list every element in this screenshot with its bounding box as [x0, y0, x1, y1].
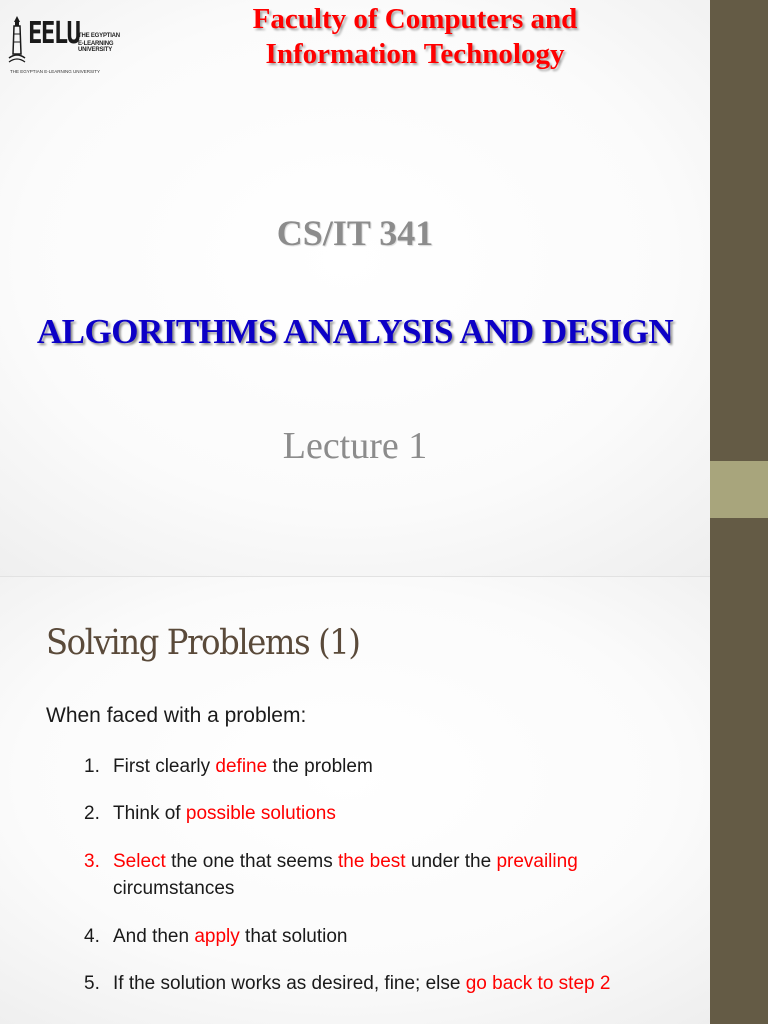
slide-sidebar: [710, 577, 768, 1024]
eelu-logo: [6, 14, 128, 78]
step-text: the problem: [267, 756, 373, 777]
step-highlight: apply: [194, 926, 240, 947]
step-highlight: go back to step 2: [465, 973, 611, 994]
logo-line2: E-LEARNING UNIVERSITY: [78, 41, 114, 53]
list-item: [84, 848, 684, 902]
logo-wordmark: EELU: [28, 16, 80, 51]
step-text: under the: [405, 851, 497, 872]
step-highlight: Select: [113, 851, 166, 872]
step-number: 5.: [84, 973, 100, 994]
step-text: If the solution works as desired, fine; else: [113, 973, 466, 994]
list-item: [84, 923, 684, 950]
steps-list: [0, 577, 710, 1024]
step-number: 1.: [84, 756, 100, 777]
step-number: 3.: [84, 851, 100, 872]
faculty-line1: Faculty of Computers and: [252, 3, 578, 35]
step-text: the one that seems: [165, 851, 338, 872]
step-number: 4.: [84, 926, 100, 947]
course-title: ALGORITHMS ANALYSIS AND DESIGN: [36, 312, 674, 351]
sidebar-accent: [710, 461, 768, 518]
step-text: that solution: [239, 926, 348, 947]
step-highlight: prevailing: [496, 851, 578, 872]
step-number: 2.: [84, 803, 100, 824]
logo-bottom-text: THE EGYPTIAN E-LEARNING UNIVERSITY: [10, 69, 101, 74]
step-highlight: possible solutions: [185, 803, 336, 824]
step-continuation: circumstances: [113, 878, 235, 899]
list-item: [84, 753, 684, 780]
content-slide: [0, 577, 768, 1024]
logo-line1: THE EGYPTIAN: [78, 33, 120, 39]
list-item: [84, 970, 684, 997]
step-text: Think of: [113, 803, 186, 824]
course-code: CS/IT 341: [276, 213, 434, 253]
list-item: [84, 800, 684, 827]
faculty-line2: Information Technology: [265, 38, 565, 70]
step-text: First clearly: [113, 756, 216, 777]
step-text: And then: [113, 926, 195, 947]
faculty-title: [180, 2, 650, 72]
step-highlight: define: [215, 756, 268, 777]
slide-heading: Solving Problems (1): [46, 623, 360, 663]
step-highlight: the best: [337, 851, 406, 872]
lecture-number: Lecture 1: [282, 425, 428, 467]
intro-text: When faced with a problem:: [46, 704, 307, 727]
lighthouse-icon: [6, 14, 28, 68]
